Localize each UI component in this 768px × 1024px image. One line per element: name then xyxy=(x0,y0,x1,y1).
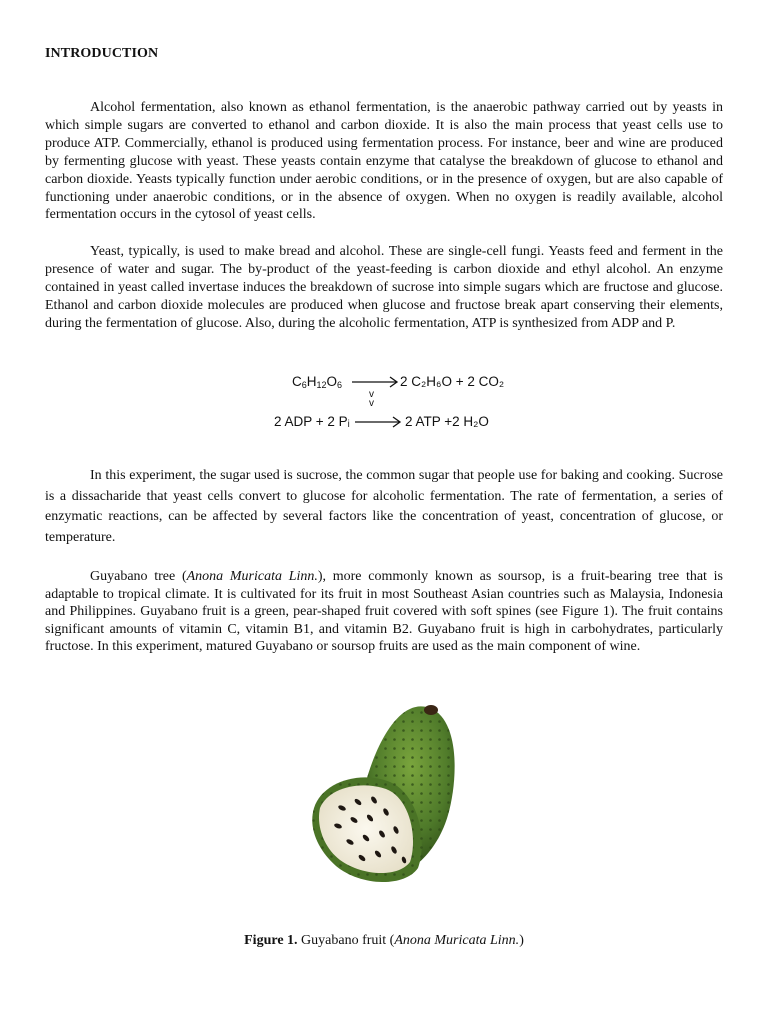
paragraph-1: Alcohol fermentation, also known as ethanol fermentation, is the anaerobic pathway carried out by yeasts in which simple sugars are converted to ethanol and carbon dioxide. It is also the main process that yeast cells use to produce ATP. Commercially, ethanol is produced using fermentation process. For instance, beer and wine are produced by fermenting glucose with yeast. These yeasts contain enzyme that catalyse the breakdown of glucose to ethanol and carbon dioxide. Yeasts typically function under aerobic conditions, or in the presence of oxygen, but are also capable of functioning under anaerobic conditions, or in the absence of oxygen. When no oxygen is readily available, alcohol fermentation occurs in the cytosol of yeast cells. xyxy=(45,100,723,223)
guyabano-fruit-image xyxy=(300,690,470,900)
figure-caption: Figure 1. Guyabano fruit (Anona Muricata Linn.) xyxy=(244,933,524,948)
paragraph-3: In this experiment, the sugar used is sucrose, the common sugar that people use for baking and cooking. Sucrose is a dissacharide that yeast cells convert to glucose for alcoholic fermentation. The rate of fermentation, a series of enzymatic reactions, can be affected by several factors like the concentration of yeast, concentration of glucose, or temperature. xyxy=(45,468,723,545)
paragraph-4: Guyabano tree (Anona Muricata Linn.), more commonly known as soursop, is a fruit-bearing tree that is adaptable to tropical climate. It is cultivated for its fruit in most Southeast Asian countries such as Malaysia, Indonesia and Philippines. Guyabano fruit is a green, pear-shaped fruit covered with soft spines (see Figure 1). The fruit contains significant amounts of vitamin C, vitamin B1, and vitamin B2. Guyabano fruit is high in carbohydrates, particularly fructose. In this experiment, matured Guyabano or soursop fruits are used as the main component of wine. xyxy=(45,569,723,655)
reaction-arrow-icon xyxy=(355,416,403,428)
paragraph-2: Yeast, typically, is used to make bread and alcohol. These are single-cell fungi. Yeasts feed and ferment in the presence of water and sugar. The by-product of the yeast-feeding is carbon dioxide and ethyl alcohol. An enzyme contained in yeast called invertase induces the breakdown of sucrose into simple sugars which are fructose and glucose. Ethanol and carbon dioxide molecules are produced when glucose and fructose break apart conserving their elements, during the fermentation of glucose. Also, during the alcoholic fermentation, ATP is synthesized from ADP and P. xyxy=(45,244,723,331)
reaction-arrow-icon xyxy=(352,376,400,388)
down-arrow-icon: v v xyxy=(369,389,374,409)
fermentation-equation xyxy=(250,370,540,440)
equation-atp-products: 2 ATP +2 H₂O xyxy=(405,414,489,429)
equation-products: 2 C₂H₆O + 2 CO₂ xyxy=(400,374,505,389)
equation-atp-reactants: 2 ADP + 2 Pᵢ xyxy=(274,414,350,429)
equation-reactant: $C_6H_{12}O_6$ xyxy=(292,374,343,390)
section-heading: INTRODUCTION xyxy=(45,46,159,61)
